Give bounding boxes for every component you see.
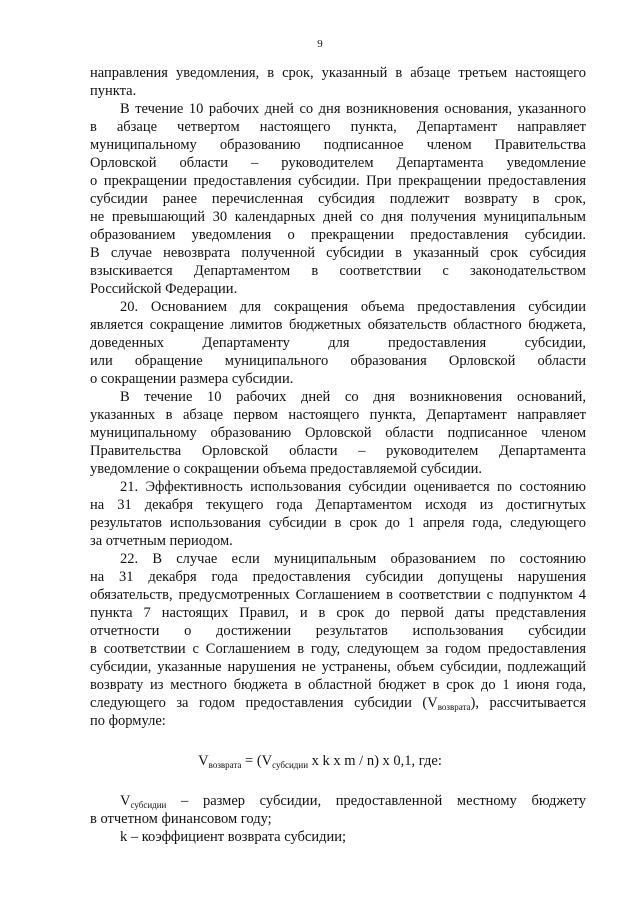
- text-line: 22. В случае если муниципальным образованием по состоянию: [120, 551, 586, 567]
- subscript: возврата: [437, 702, 471, 712]
- text-line: муниципальному образованию Орловской области подписанное членом: [90, 425, 586, 441]
- definition-line: k – коэффициент возврата субсидии;: [120, 829, 347, 845]
- text-line: Орловской области – руководителем Департамента уведомление: [90, 155, 586, 171]
- text-line: В случае невозврата полученной субсидии в указанный срок субсидия: [90, 245, 586, 261]
- text-line: обязательств, предусмотренных Соглашением в соответствии с подпунктом 4: [90, 587, 586, 603]
- text-line: о прекращении предоставления субсидии. При прекращении предоставления: [90, 173, 586, 189]
- text-line: на 31 декабря текущего года Департаментом исходя из достигнутых: [90, 497, 586, 513]
- text-line: в соответствии с Соглашением в году, следующем за годом предоставления: [90, 641, 586, 657]
- text-line: указанных в абзаце первом настоящего пункта, Департамент направляет: [90, 407, 586, 423]
- text-run: ), рассчитывается: [470, 695, 587, 711]
- text-line: пункта 7 настоящих Правил, и в срок до первой даты представления: [90, 605, 586, 621]
- text-line: является сокращение лимитов бюджетных обязательств областного бюджета,: [90, 317, 586, 333]
- page-number: 9: [317, 38, 323, 50]
- text-line: на 31 декабря года предоставления субсидии допущены нарушения: [90, 569, 586, 585]
- text-line: по формуле:: [90, 713, 166, 729]
- text-line: В течение 10 рабочих дней со дня возникновения основания, указанного: [120, 101, 586, 117]
- text-line: Правительства Орловской области – руководителем Департамента: [90, 443, 586, 459]
- formula-rest: x k x m / n) x 0,1, где:: [308, 753, 442, 769]
- text-run: следующего за годом предоставления субсидии (V: [90, 695, 438, 711]
- text-line: результатов использования субсидии в срок до 1 апреля года, следующего: [90, 515, 586, 531]
- def-text: – размер субсидии, предоставленной местному бюджету: [166, 793, 586, 809]
- formula: [0, 752, 640, 774]
- text-line: субсидии, указанные нарушения не устранены, объем субсидии, подлежащий: [90, 659, 586, 675]
- def-sub: субсидии: [130, 800, 167, 810]
- formula-v: V: [198, 753, 209, 769]
- text-line: В течение 10 рабочих дней со дня возникновения оснований,: [120, 389, 586, 405]
- text-line: направления уведомления, в срок, указанный в абзаце третьем настоящего: [90, 65, 586, 81]
- text-line: 20. Основанием для сокращения объема предоставления субсидии: [120, 299, 586, 315]
- def-v: V: [120, 793, 131, 809]
- text-line: возврату из местного бюджета в областной бюджет в срок до 1 июня года,: [90, 677, 586, 693]
- text-line: в абзаце четвертом настоящего пункта, Департамент направляет: [90, 119, 586, 135]
- text-line: или обращение муниципального образования Орловской области: [90, 353, 586, 369]
- text-line: доведенных Департаменту для предоставления субсидии,: [90, 335, 586, 351]
- text-line: взыскивается Департаментом в соответствии с законодательством: [90, 263, 586, 279]
- text-line: муниципальному образованию подписанное членом Правительства: [90, 137, 586, 153]
- formula-eq: = (V: [241, 753, 273, 769]
- text-line: 21. Эффективность использования субсидии оценивается по состоянию: [120, 479, 586, 495]
- text-line: уведомление о сокращении объема предоставляемой субсидии.: [90, 461, 483, 477]
- text-line: субсидии ранее перечисленная субсидия подлежит возврату в срок,: [90, 191, 586, 207]
- text-line: пункта.: [90, 83, 137, 99]
- text-line: не превышающий 30 календарных дней со дня получения муниципальным: [90, 209, 586, 225]
- definition-line: в отчетном финансовом году;: [90, 811, 272, 827]
- text-line: о сокращении размера субсидии.: [90, 371, 294, 387]
- text-line: за отчетным периодом.: [90, 533, 233, 549]
- text-line: отчетности о достижении результатов использования субсидии: [90, 623, 586, 639]
- formula-sub: субсидии: [272, 760, 309, 770]
- text-line: образованием уведомления о прекращении предоставления субсидии.: [90, 227, 586, 243]
- formula-sub: возврата: [208, 760, 242, 770]
- text-line: Российской Федерации.: [90, 281, 238, 297]
